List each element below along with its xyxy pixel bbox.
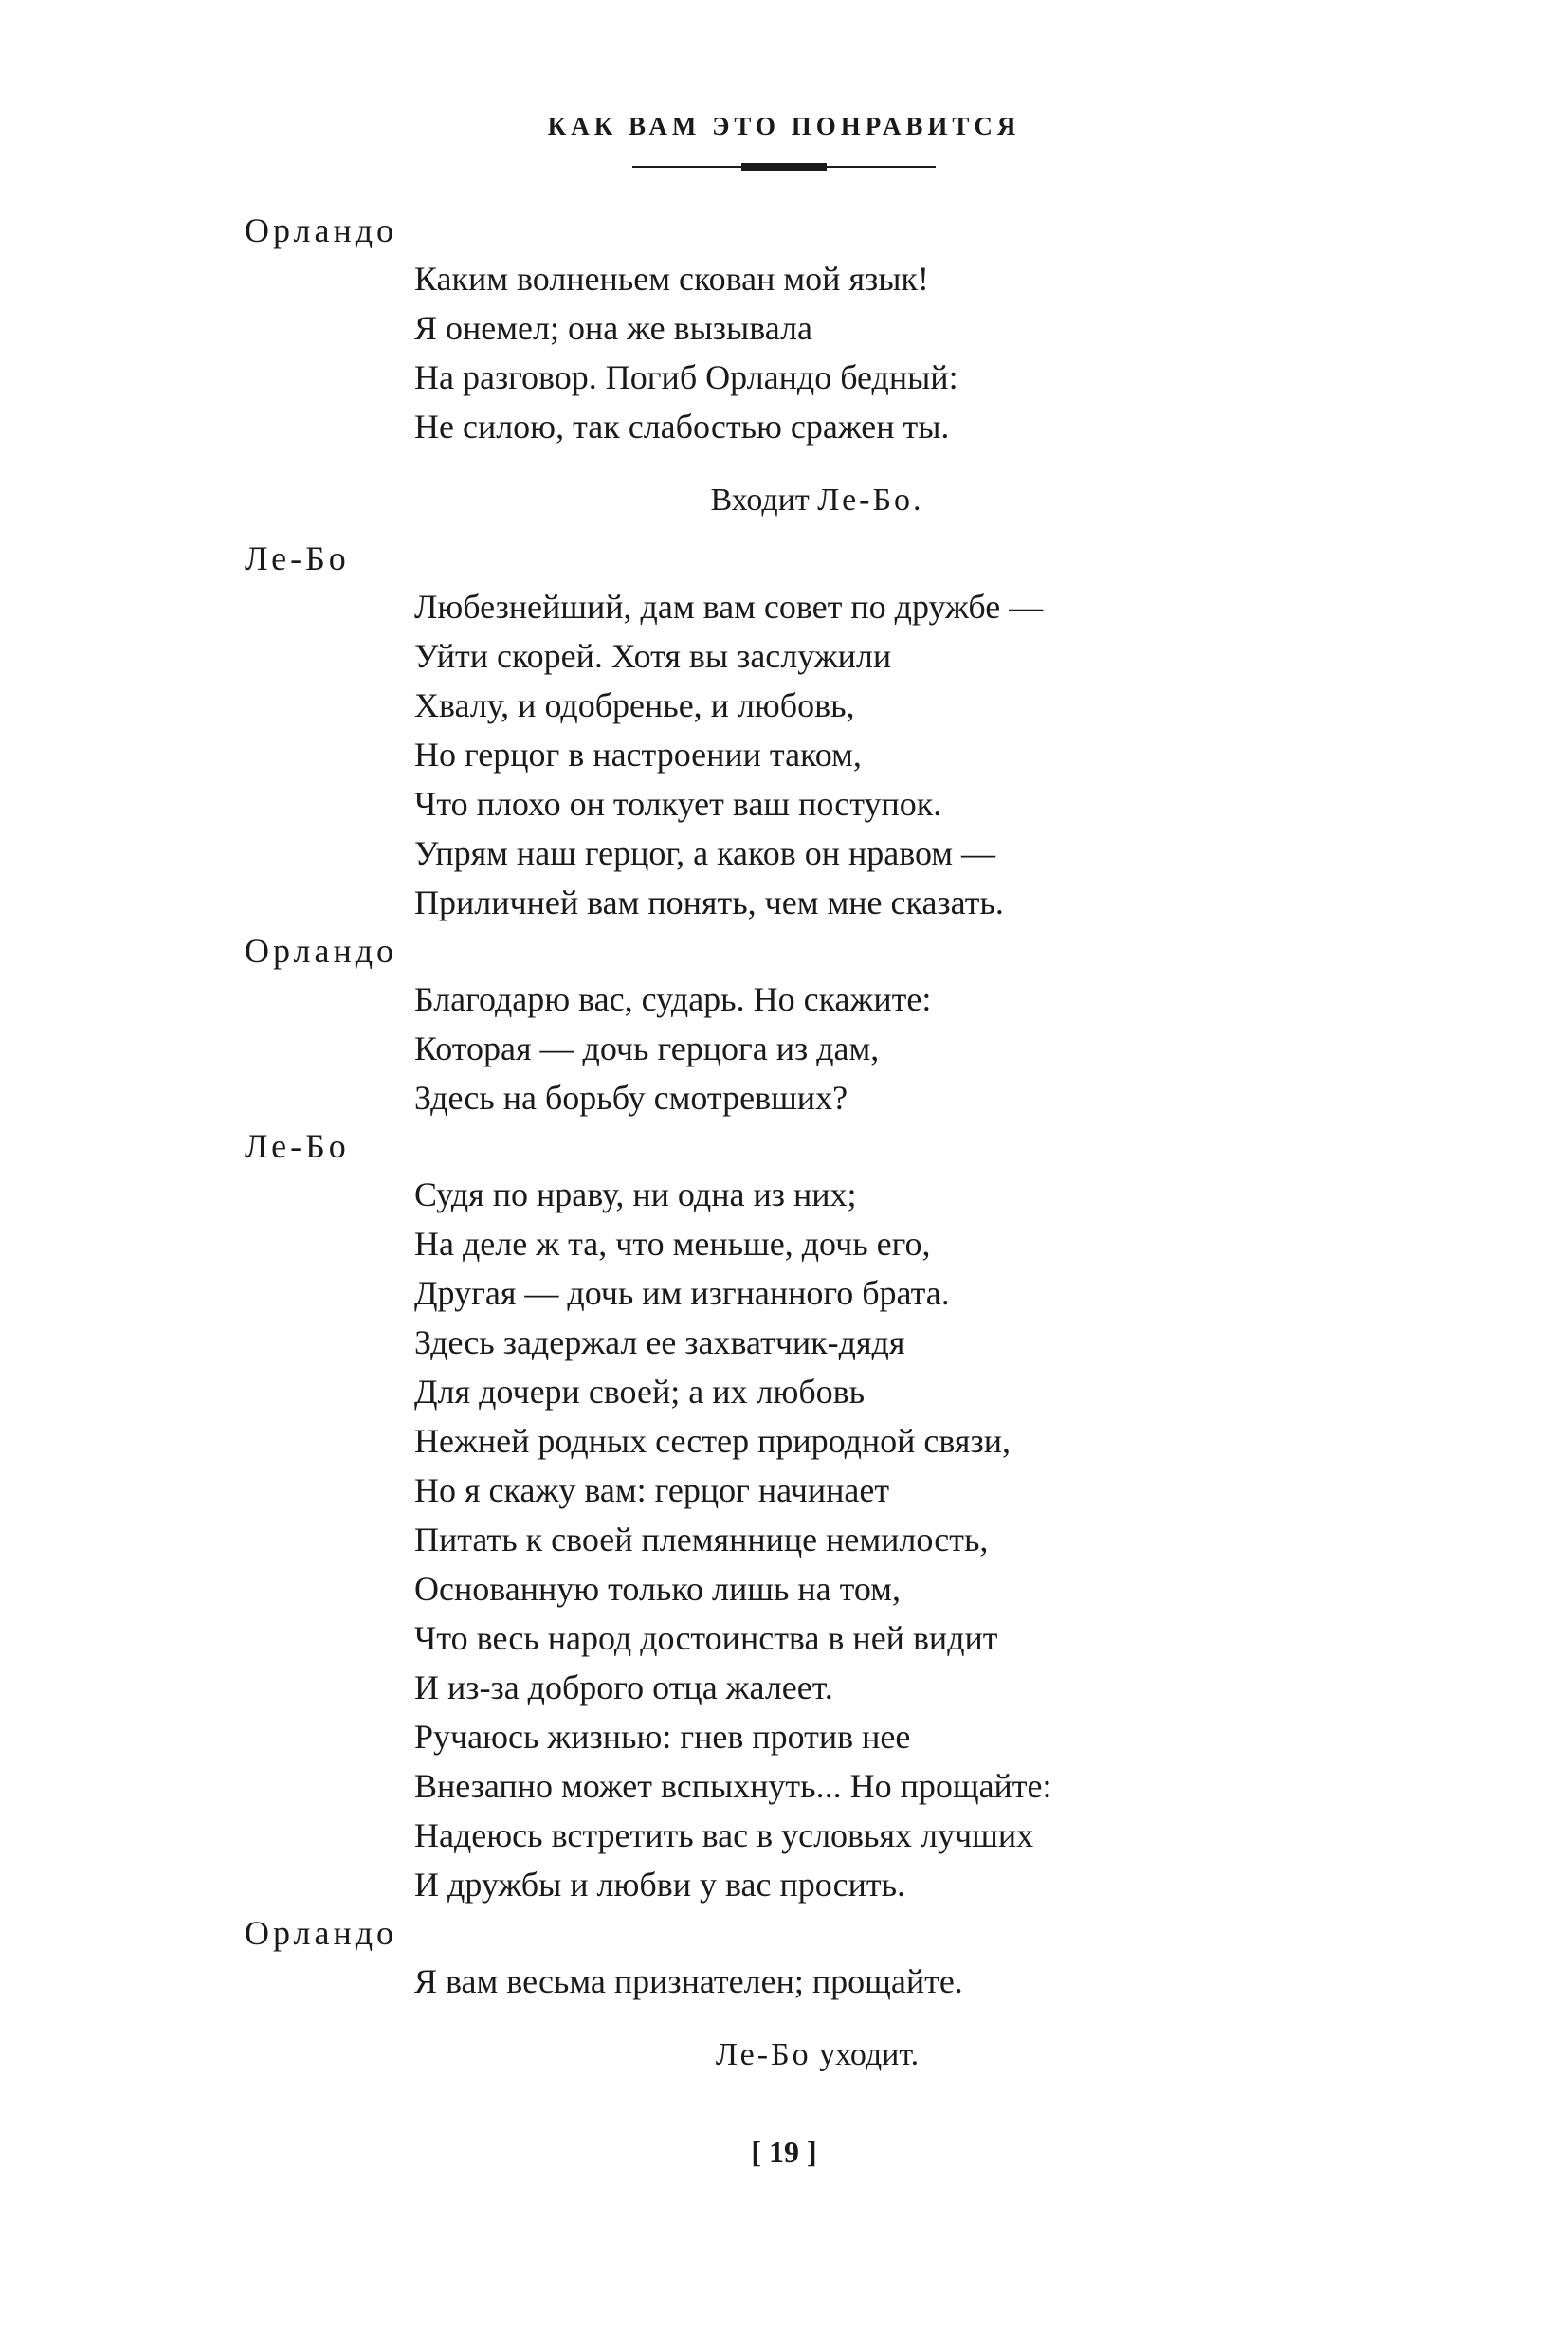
verse-line: Не силою, так слабостью сражен ты.	[414, 408, 950, 446]
verse-line: Для дочери своей; а их любовь	[414, 1373, 866, 1411]
verse-line: Уйти скорей. Хотя вы заслужили	[414, 637, 892, 675]
verse-line: Внезапно может вспыхнуть... Но прощайте:	[414, 1767, 1052, 1805]
verse-line: Здесь задержал ее захватчик-дядя	[414, 1323, 905, 1361]
verse-line: Упрям наш герцог, а каков он нравом —	[414, 834, 996, 872]
speaker-name: Ле-Бо	[245, 1127, 350, 1165]
verse-line: Но герцог в настроении таком,	[414, 736, 862, 774]
verse-line: Ручаюсь жизнью: гнев против нее	[414, 1718, 911, 1756]
verse-line: Которая — дочь герцога из дам,	[414, 1030, 880, 1067]
verse-line: Основанную только лишь на том,	[414, 1570, 901, 1608]
verse-line: Я вам весьма признателен; прощайте.	[414, 1962, 963, 2000]
verse-line: Благодарю вас, сударь. Но скажите:	[414, 980, 932, 1018]
verse-line: И из-за доброго отца жалеет.	[414, 1668, 833, 1706]
stage-character: Ле-Бо	[715, 2037, 811, 2072]
ornament-thick-bar	[741, 163, 827, 171]
stage-character: Ле-Бо.	[817, 483, 924, 518]
verse-line: На деле ж та, что меньше, дочь его,	[414, 1225, 931, 1263]
page-number: [ 19 ]	[751, 2135, 817, 2169]
stage-verb: Входит	[710, 483, 810, 518]
speaker-name: Орландо	[245, 211, 398, 249]
stage-direction	[66, 476, 1568, 525]
verse-line: Что плохо он толкует ваш поступок.	[414, 785, 942, 823]
verse-line: Я онемел; она же вызывала	[414, 309, 812, 347]
verse-line: Другая — дочь им изгнанного брата.	[414, 1274, 950, 1312]
verse-line: Хвалу, и одобренье, и любовь,	[414, 686, 855, 724]
verse-line: Здесь на борьбу смотревших?	[414, 1079, 848, 1117]
stage-direction	[66, 2031, 1568, 2080]
running-head: КАК ВАМ ЭТО ПОНРАВИТСЯ	[547, 112, 1021, 140]
verse-line: Что весь народ достоинства в ней видит	[414, 1619, 998, 1657]
verse-line: Но я скажу вам: герцог начинает	[414, 1471, 890, 1509]
verse-line: Любезнейший, дам вам совет по дружбе —	[414, 588, 1044, 626]
verse-line: Нежней родных сестер природной связи,	[414, 1422, 1011, 1460]
speaker-name: Ле-Бо	[245, 539, 350, 577]
play-text	[0, 207, 1568, 2080]
verse-line: Приличней вам понять, чем мне сказать.	[414, 884, 1004, 921]
verse-line: И дружбы и любви у вас просить.	[414, 1866, 906, 1904]
ornament-rule	[632, 163, 936, 171]
verse-line: Надеюсь встретить вас в условьях лучших	[414, 1816, 1034, 1854]
stage-verb: уходит.	[819, 2037, 920, 2072]
verse-line: Питать к своей племяннице немилость,	[414, 1521, 989, 1558]
speaker-name: Орландо	[245, 932, 398, 970]
verse-line: На разговор. Погиб Орландо бедный:	[414, 358, 958, 396]
verse-line: Судя по нраву, ни одна из них;	[414, 1176, 857, 1213]
verse-line: Каким волненьем скован мой язык!	[414, 260, 929, 298]
speaker-name: Орландо	[245, 1914, 398, 1952]
